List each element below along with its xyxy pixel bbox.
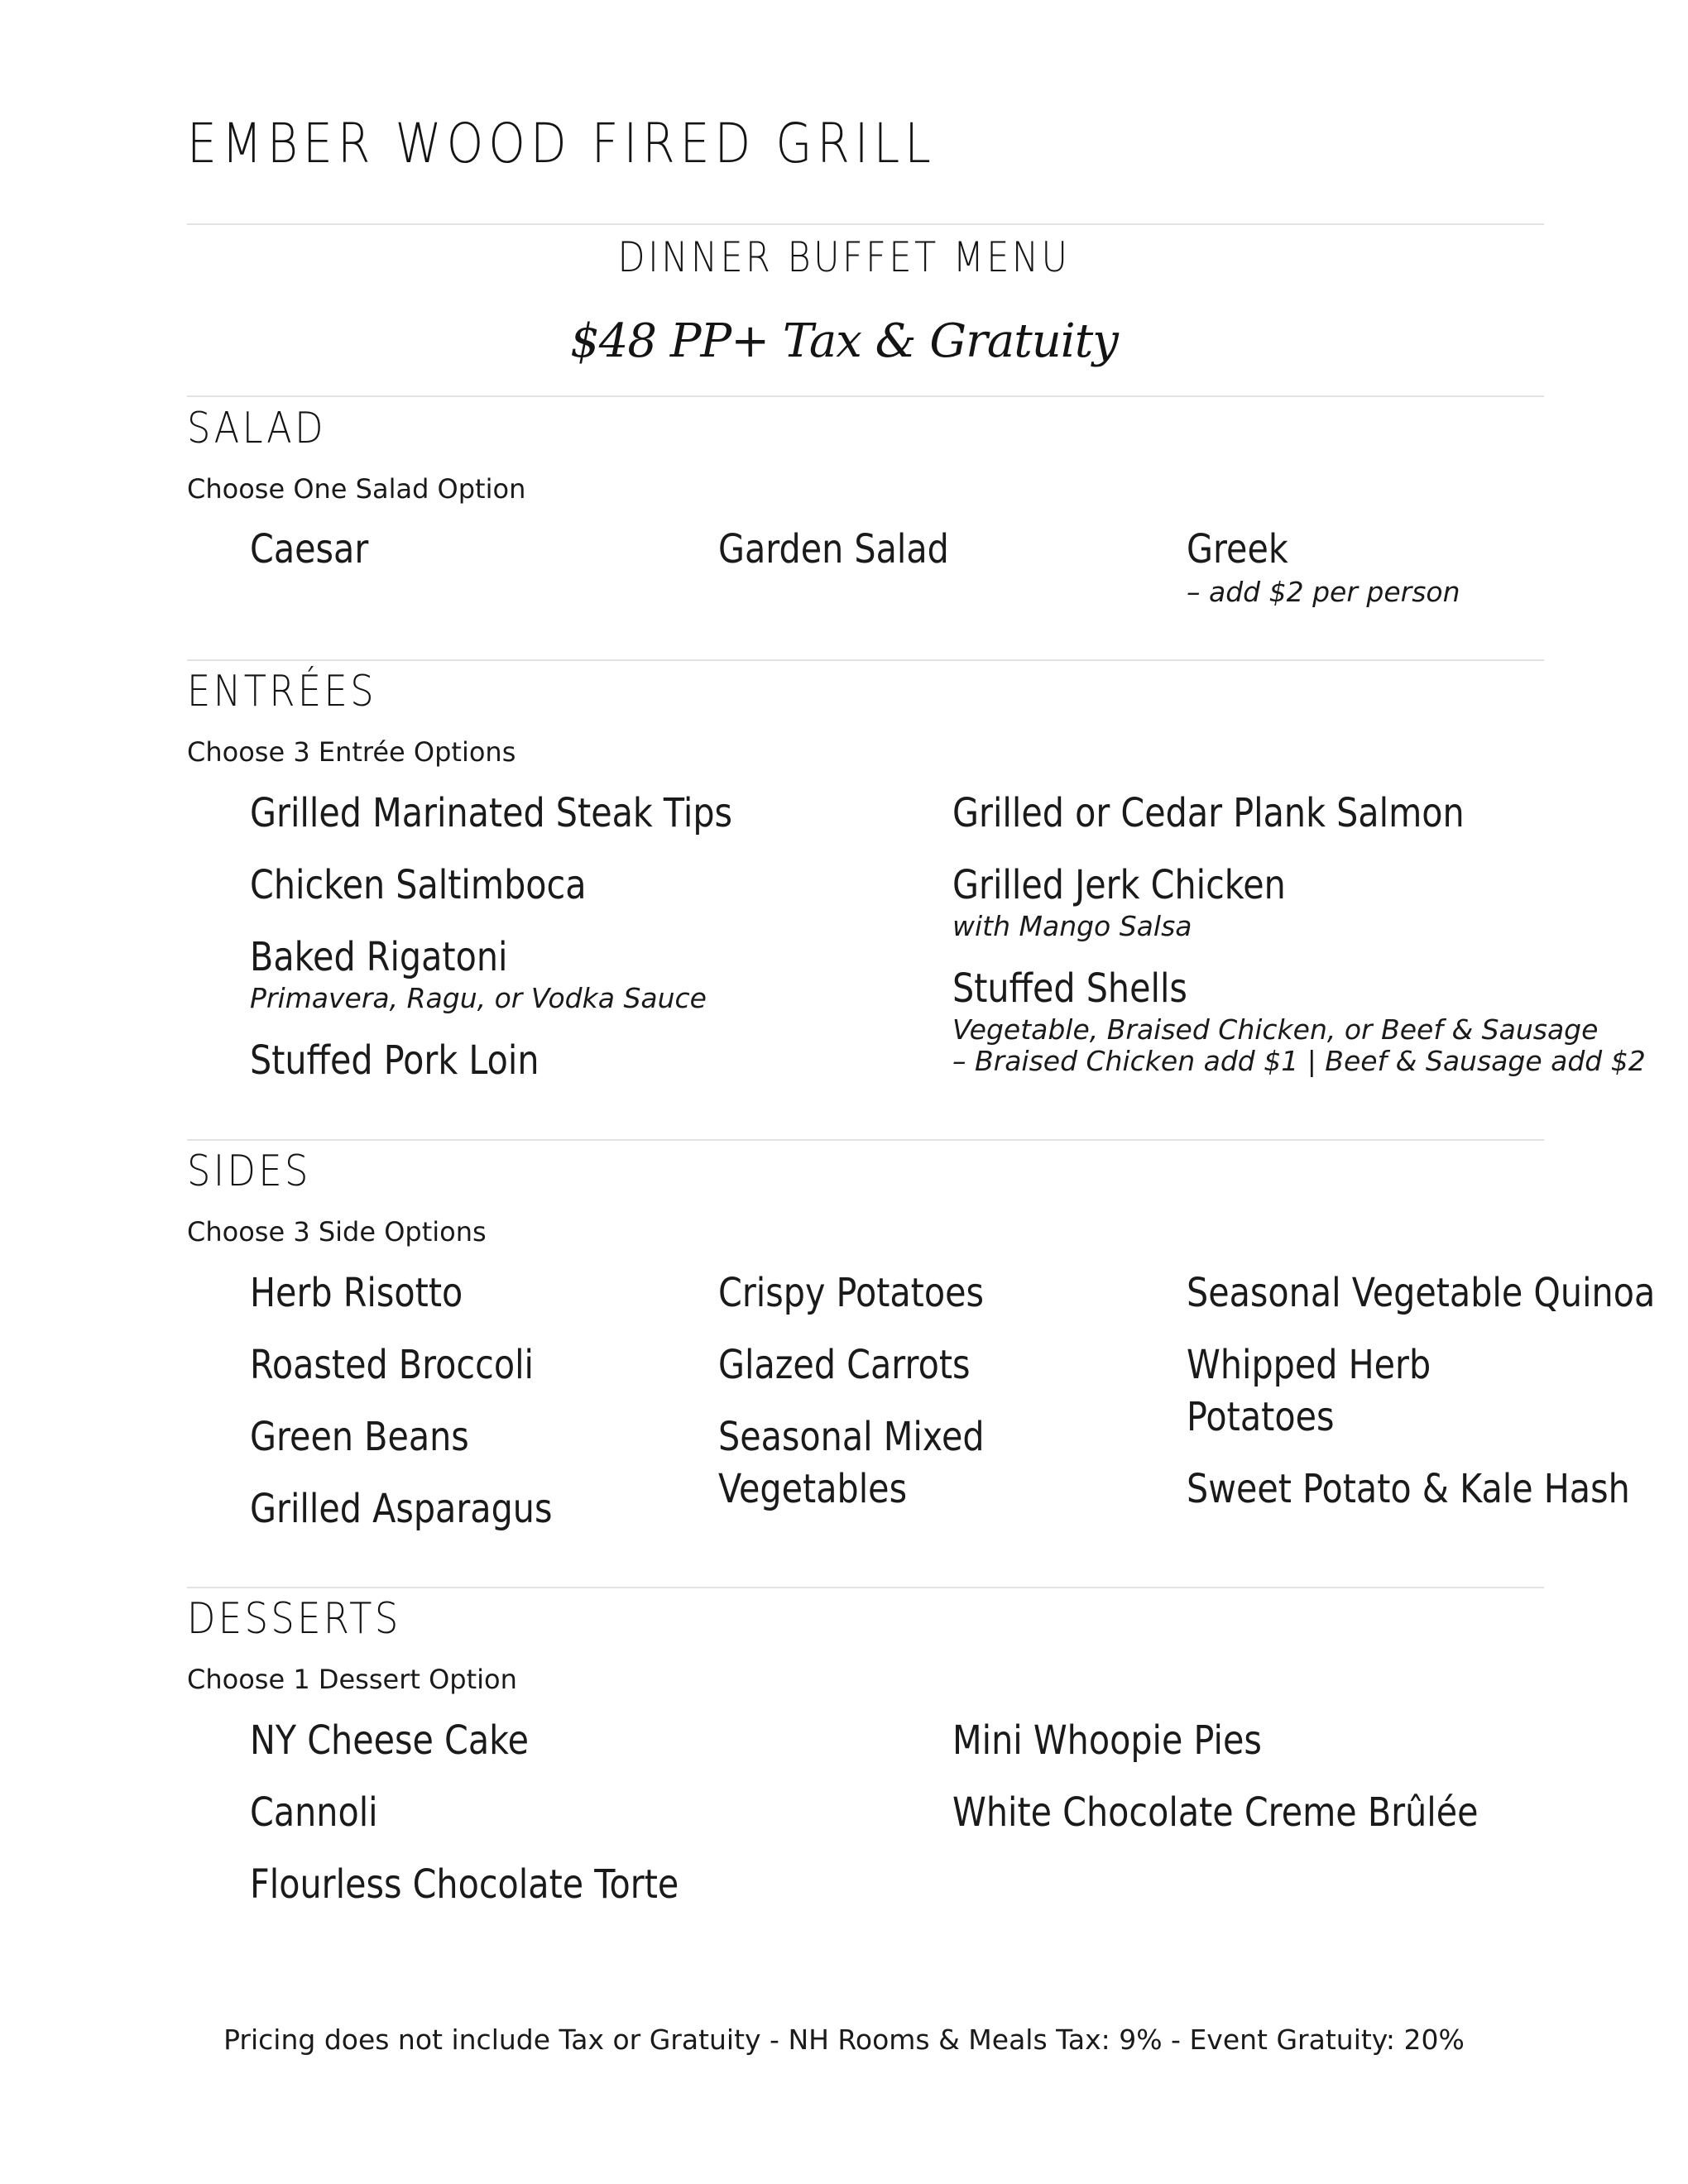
price-line: $48 PP+ Tax & Gratuity — [570, 314, 1118, 368]
section-heading-entrees: ENTRÉES — [187, 667, 377, 716]
menu-item: Baked Rigatoni — [250, 934, 508, 980]
menu-item: Greek — [1187, 526, 1288, 572]
item-note: Vegetable, Braised Chicken, or Beef & Sausage — [952, 1013, 1599, 1046]
section-instruction-sides: Choose 3 Side Options — [187, 1216, 487, 1248]
section-instruction-entrees: Choose 3 Entrée Options — [187, 736, 516, 768]
menu-item: Grilled Jerk Chicken — [952, 862, 1286, 908]
menu-item: Whipped Herb — [1187, 1342, 1431, 1388]
menu-item: Flourless Chocolate Torte — [250, 1861, 679, 1908]
pricing-footer: Pricing does not include Tax or Gratuity - NH Rooms & Meals Tax: 9% - Event Gratuity: 20% — [223, 2024, 1465, 2056]
section-heading-sides: SIDES — [187, 1147, 311, 1196]
menu-item: Garden Salad — [718, 526, 949, 572]
menu-item: Cannoli — [250, 1789, 378, 1836]
item-note: with Mango Salsa — [952, 910, 1192, 942]
menu-item: Grilled or Cedar Plank Salmon — [952, 790, 1465, 836]
menu-item: Sweet Potato & Kale Hash — [1187, 1466, 1630, 1512]
menu-title: DINNER BUFFET MENU — [617, 233, 1071, 281]
menu-item: Mini Whoopie Pies — [952, 1717, 1262, 1764]
divider — [187, 659, 1544, 661]
divider — [187, 223, 1544, 225]
menu-item: Stuffed Pork Loin — [250, 1037, 539, 1084]
menu-item: Grilled Marinated Steak Tips — [250, 790, 733, 836]
menu-item: Caesar — [250, 526, 369, 572]
menu-item: Roasted Broccoli — [250, 1342, 535, 1388]
divider — [187, 1139, 1544, 1141]
divider — [187, 395, 1544, 397]
menu-item: NY Cheese Cake — [250, 1717, 529, 1764]
menu-item: Stuffed Shells — [952, 965, 1187, 1012]
section-heading-desserts: DESSERTS — [187, 1594, 401, 1644]
section-instruction-salad: Choose One Salad Option — [187, 473, 526, 505]
menu-item: Chicken Saltimboca — [250, 862, 587, 908]
menu-item: Potatoes — [1187, 1394, 1335, 1440]
menu-item: Green Beans — [250, 1414, 469, 1460]
menu-item: Crispy Potatoes — [718, 1270, 985, 1316]
divider — [187, 1587, 1544, 1588]
item-note: – add $2 per person — [1187, 576, 1460, 608]
section-heading-salad: SALAD — [187, 404, 326, 453]
section-instruction-desserts: Choose 1 Dessert Option — [187, 1664, 517, 1695]
menu-item: Glazed Carrots — [718, 1342, 971, 1388]
menu-item: White Chocolate Creme Brûlée — [952, 1789, 1479, 1836]
restaurant-name: EMBER WOOD FIRED GRILL — [187, 112, 936, 175]
menu-item: Grilled Asparagus — [250, 1486, 553, 1532]
item-note: Primavera, Ragu, or Vodka Sauce — [250, 982, 707, 1014]
menu-item: Seasonal Vegetable Quinoa — [1187, 1270, 1656, 1316]
menu-item: Seasonal Mixed — [718, 1414, 985, 1460]
item-note: – Braised Chicken add $1 | Beef & Sausage add $2 — [952, 1045, 1646, 1077]
menu-item: Vegetables — [718, 1466, 908, 1512]
menu-item: Herb Risotto — [250, 1270, 463, 1316]
